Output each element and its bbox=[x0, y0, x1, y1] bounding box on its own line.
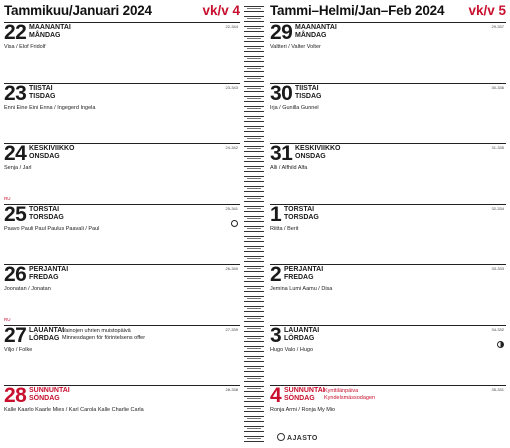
logo-mark-icon bbox=[277, 433, 285, 441]
binding-ring bbox=[244, 376, 264, 382]
left-page bbox=[4, 0, 240, 448]
day-row[interactable] bbox=[4, 264, 240, 323]
day-row[interactable] bbox=[270, 325, 506, 384]
binding-ring bbox=[244, 226, 264, 232]
binding-ring bbox=[244, 266, 264, 272]
brand-logo-text: AJASTO bbox=[287, 435, 318, 442]
day-of-year-code: 27-339 bbox=[225, 326, 238, 332]
binding-ring bbox=[244, 66, 264, 72]
name-days: Alli / Alfhild Alfa bbox=[270, 165, 308, 171]
name-days: Hugo Valo / Hugo bbox=[270, 346, 314, 353]
day-number: 24 bbox=[4, 142, 27, 165]
weekday-name-fi: MAANANTAI bbox=[29, 24, 71, 31]
binding-ring bbox=[244, 86, 264, 92]
weekday-name-sv: FREDAG bbox=[284, 274, 314, 281]
name-days: Irja / Gunilla Gunnel bbox=[270, 104, 319, 111]
binding-ring bbox=[244, 436, 264, 442]
binding-ring bbox=[244, 256, 264, 262]
binding-ring bbox=[244, 16, 264, 22]
day-of-year-code: 33-333 bbox=[491, 266, 504, 271]
binding-ring bbox=[244, 406, 264, 412]
weekday-name-fi: MAANANTAI bbox=[295, 24, 337, 31]
moon-phase-icon bbox=[231, 220, 238, 227]
left-month-title: Tammikuu/Januari 2024 bbox=[4, 3, 152, 18]
binding-ring bbox=[244, 196, 264, 202]
name-days: Senja / Jarl bbox=[4, 165, 32, 171]
binding-ring bbox=[244, 386, 264, 392]
name-days: Visa / Elof Fridolf bbox=[4, 44, 46, 50]
binding-ring bbox=[244, 306, 264, 312]
right-header bbox=[270, 0, 506, 22]
spiral-binding bbox=[243, 0, 265, 448]
brand-logo bbox=[277, 433, 318, 442]
day-row[interactable] bbox=[270, 204, 506, 263]
day-of-year-code: 24-342 bbox=[225, 145, 238, 150]
binding-ring bbox=[244, 236, 264, 242]
flag-day-fi: Kynttilänpäiva bbox=[324, 388, 359, 394]
binding-ring bbox=[244, 246, 264, 252]
day-row[interactable] bbox=[270, 143, 506, 202]
day-row[interactable] bbox=[4, 22, 240, 81]
name-days: Joonatan / Jonatan bbox=[4, 286, 51, 292]
weekday-name-sv: TORSDAG bbox=[284, 213, 319, 221]
weekday-name-fi: TIISTAI bbox=[295, 84, 319, 92]
weekday-name-fi: LAUANTAI bbox=[29, 326, 65, 334]
weekday-name-fi: TORSTAI bbox=[29, 205, 60, 213]
day-number: 22 bbox=[4, 21, 27, 44]
weekday-name-sv: ONSDAG bbox=[29, 153, 60, 160]
binding-ring bbox=[244, 426, 264, 432]
binding-ring bbox=[244, 136, 264, 142]
left-header bbox=[4, 0, 240, 22]
binding-ring bbox=[244, 146, 264, 152]
day-of-year-code: 35-331 bbox=[491, 387, 504, 392]
day-number: 25 bbox=[4, 202, 27, 226]
name-days: Kalle Kaarlo Kaarle Mies / Karl Carola Kalle Charlie Carla bbox=[4, 407, 144, 413]
flag-day-fi: Vainojen uhrien muistopäivä bbox=[62, 327, 131, 334]
binding-ring bbox=[244, 76, 264, 82]
day-row[interactable] bbox=[270, 264, 506, 323]
day-of-year-code: 29-337 bbox=[491, 24, 504, 29]
weekday-name-fi: PERJANTAI bbox=[284, 266, 324, 273]
day-of-year-code: 26-340 bbox=[225, 266, 238, 271]
day-of-year-code: 34-332 bbox=[491, 326, 504, 332]
right-page bbox=[270, 0, 506, 448]
binding-ring bbox=[244, 366, 264, 372]
right-week-number: vk/v 5 bbox=[468, 3, 506, 18]
day-number: 2 bbox=[270, 263, 282, 286]
day-of-year-code: 32-334 bbox=[491, 205, 504, 211]
binding-ring bbox=[244, 346, 264, 352]
weekday-name-sv: ONSDAG bbox=[295, 153, 326, 160]
binding-ring bbox=[244, 176, 264, 182]
day-row[interactable] bbox=[4, 195, 240, 263]
binding-ring bbox=[244, 186, 264, 192]
binding-ring bbox=[244, 46, 264, 52]
flag-day-sv: Kyndelsmässodagen bbox=[324, 395, 376, 401]
day-row[interactable] bbox=[4, 83, 240, 142]
day-row[interactable] bbox=[4, 385, 240, 444]
flag-day-sv: Minnesdagen för förintelsens offer bbox=[62, 334, 146, 341]
day-row[interactable] bbox=[4, 316, 240, 384]
binding-ring bbox=[244, 276, 264, 282]
binding-ring bbox=[244, 106, 264, 112]
day-of-year-code: 31-335 bbox=[491, 145, 504, 150]
binding-ring bbox=[244, 416, 264, 422]
name-days: Paavo Pauli Paul Paulus Paavali / Paul bbox=[4, 225, 100, 232]
day-number: 28 bbox=[4, 384, 27, 407]
binding-ring bbox=[244, 396, 264, 402]
binding-ring bbox=[244, 326, 264, 332]
binding-ring bbox=[244, 6, 264, 12]
day-row[interactable] bbox=[270, 22, 506, 81]
weekday-name-sv: SÖNDAG bbox=[284, 395, 315, 402]
name-days: Riitta / Berit bbox=[270, 225, 299, 232]
day-row[interactable] bbox=[270, 83, 506, 142]
binding-ring bbox=[244, 116, 264, 122]
left-week-number: vk/v 4 bbox=[202, 3, 240, 18]
name-days: Valtteri / Valter Volter bbox=[270, 44, 321, 50]
name-days: Ronja Armi / Ronja My Mio bbox=[270, 407, 336, 413]
binding-ring bbox=[244, 206, 264, 212]
weekday-name-fi: LAUANTAI bbox=[284, 326, 320, 334]
right-month-title: Tammi–Helmi/Jan–Feb 2024 bbox=[270, 3, 445, 18]
day-of-year-code: 23-343 bbox=[225, 84, 238, 90]
weekday-name-fi: SUNNUNTAI bbox=[284, 387, 325, 394]
weekday-name-sv: LÖRDAG bbox=[284, 334, 315, 342]
moon-phase-icon bbox=[497, 341, 504, 348]
name-days: Enni Eine Eini Enna / Ingegerd Ingela bbox=[4, 104, 96, 111]
binding-ring bbox=[244, 296, 264, 302]
binding-ring bbox=[244, 156, 264, 162]
day-number: 3 bbox=[270, 323, 282, 347]
weekday-name-sv: TISDAG bbox=[29, 92, 56, 100]
weekday-name-fi: SUNNUNTAI bbox=[29, 387, 70, 394]
binding-ring bbox=[244, 126, 264, 132]
weekday-name-sv: MÅNDAG bbox=[29, 32, 61, 39]
binding-ring bbox=[244, 216, 264, 222]
weekday-name-sv: TISDAG bbox=[295, 92, 322, 100]
binding-ring bbox=[244, 336, 264, 342]
day-of-year-code: 30-336 bbox=[491, 84, 504, 90]
weekday-name-sv: SÖNDAG bbox=[29, 395, 60, 402]
binding-ring bbox=[244, 166, 264, 172]
binding-ring bbox=[244, 316, 264, 322]
weekday-name-fi: TORSTAI bbox=[284, 205, 315, 213]
day-tag: RU bbox=[4, 316, 11, 322]
day-number: 4 bbox=[270, 384, 282, 407]
day-row[interactable] bbox=[4, 143, 240, 202]
binding-ring bbox=[244, 356, 264, 362]
day-number: 27 bbox=[4, 323, 27, 347]
day-of-year-code: 22-344 bbox=[225, 24, 238, 29]
day-number: 1 bbox=[270, 202, 282, 226]
binding-ring bbox=[244, 286, 264, 292]
binding-ring bbox=[244, 26, 264, 32]
name-days: Jemina Lumi Aamu / Disa bbox=[270, 286, 333, 292]
binding-ring bbox=[244, 36, 264, 42]
day-of-year-code: 28-338 bbox=[225, 387, 238, 392]
name-days: Viljo / Folke bbox=[4, 346, 33, 353]
weekday-name-fi: KESKIVIIKKO bbox=[295, 145, 341, 152]
binding-ring bbox=[244, 96, 264, 102]
day-number: 30 bbox=[270, 81, 293, 105]
weekday-name-fi: PERJANTAI bbox=[29, 266, 69, 273]
weekday-name-sv: LÖRDAG bbox=[29, 334, 60, 342]
weekday-name-sv: FREDAG bbox=[29, 274, 59, 281]
day-tag: RU bbox=[4, 195, 11, 201]
weekday-name-sv: MÅNDAG bbox=[295, 32, 327, 39]
weekday-name-fi: TIISTAI bbox=[29, 84, 53, 92]
weekday-name-fi: KESKIVIIKKO bbox=[29, 145, 75, 152]
day-number: 29 bbox=[270, 21, 293, 44]
day-of-year-code: 25-341 bbox=[225, 205, 238, 211]
binding-ring bbox=[244, 56, 264, 62]
weekday-name-sv: TORSDAG bbox=[29, 213, 64, 221]
day-number: 26 bbox=[4, 263, 27, 286]
day-number: 23 bbox=[4, 81, 27, 105]
day-number: 31 bbox=[270, 142, 293, 165]
